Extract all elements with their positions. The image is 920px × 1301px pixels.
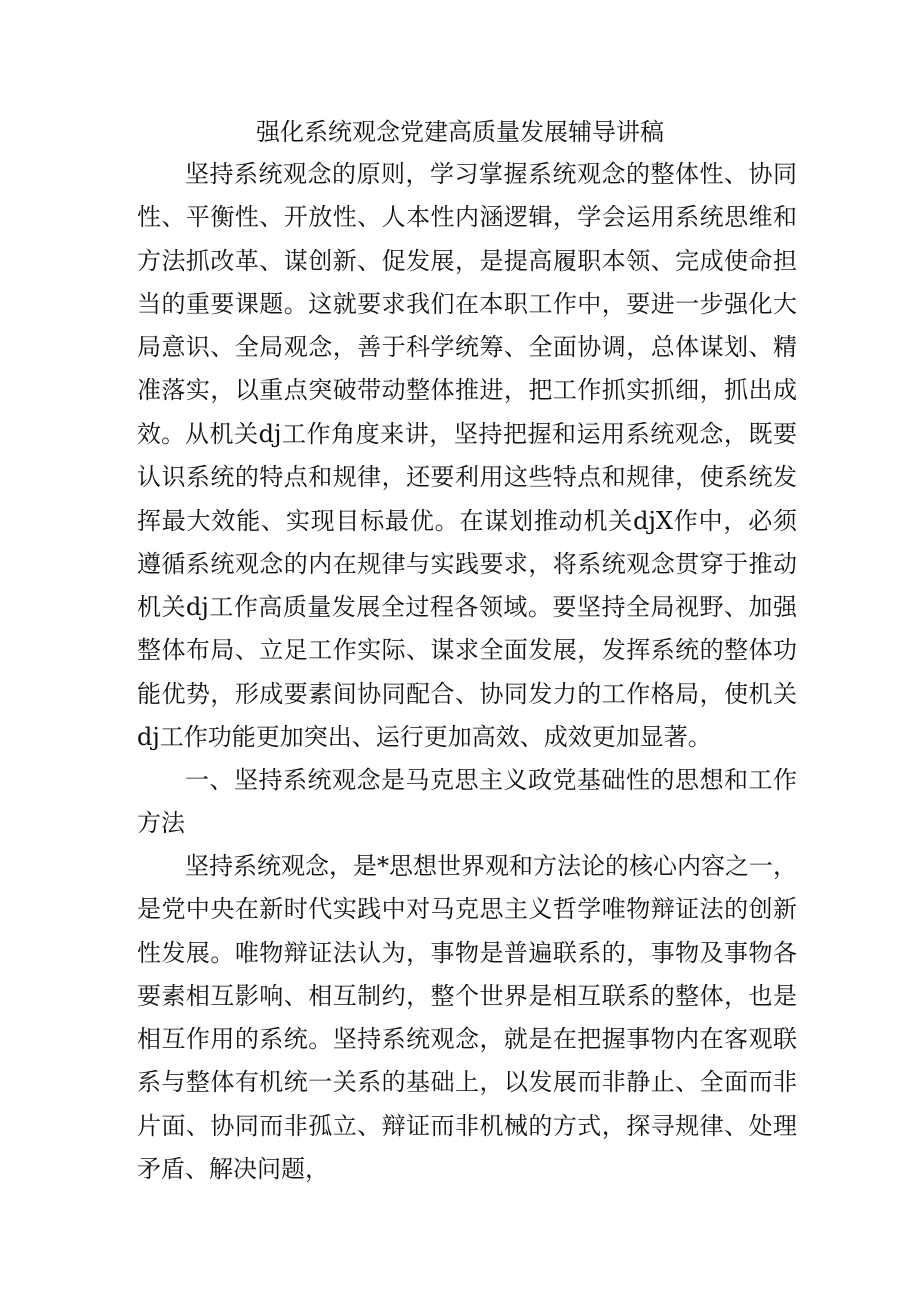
document-title: 强化系统观念党建高质量发展辅导讲稿 [256, 118, 664, 146]
paragraph-1: 坚持系统观念的原则，学习掌握系统观念的整体性、协同性、平衡性、开放性、人本性内涵逻辑，学会运用系统思维和方法抓改革、谋创新、促发展，是提高履职本领、完成使命担当的重要课题。这就要求我们在本职工作中，要进一步强化大局意识、全局观念，善于科学统筹、全面协调，总体谋划、精准落实，以重点突破带动整体推进，把工作抓实抓细，抓出成效。 [137, 160, 797, 448]
section-1-paragraph: 坚持系统观念，是*思想世界观和方法论的核心内容之一，是党中央在新时代实践中对马克思主义哲学唯物辩证法的创新性发展。唯物辩证法认为，事物是普遍联系的，事物及事物各要素相互影响、相互制约，整个世界是相互联系的整体，也是相互作用的系统。坚持系统观念，就是在把握事物内在客观联系与整体有机统一关系的基础上，以发展而非静止、全面而非片面、协同而非孤立、辩证而非机械的方式，探寻规律、处理矛盾、解决问题， [137, 852, 797, 1184]
paragraph-2: 从机关dj工作角度来讲，坚持把握和运用系统观念，既要认识系统的特点和规律，还要利用这些特点和规律，使系统发挥最大效能、实现目标最优。在谋划推动机关djX作中，必须遵循系统观念的内在规律与实践要求，将系统观念贯穿于推动机关dj工作高质量发展全过程各领域。要坚持全局视野、加强整体布局、立足工作实际、谋求全面发展，发挥系统的整体功能优势，形成要素间协同配合、协同发力的工作格局，使机关dj工作功能更加突出、运行更加高效、成效更加显著。 [137, 420, 797, 752]
section-heading-1: 一、坚持系统观念是马克思主义政党基础性的思想和工作方法 [137, 766, 797, 838]
